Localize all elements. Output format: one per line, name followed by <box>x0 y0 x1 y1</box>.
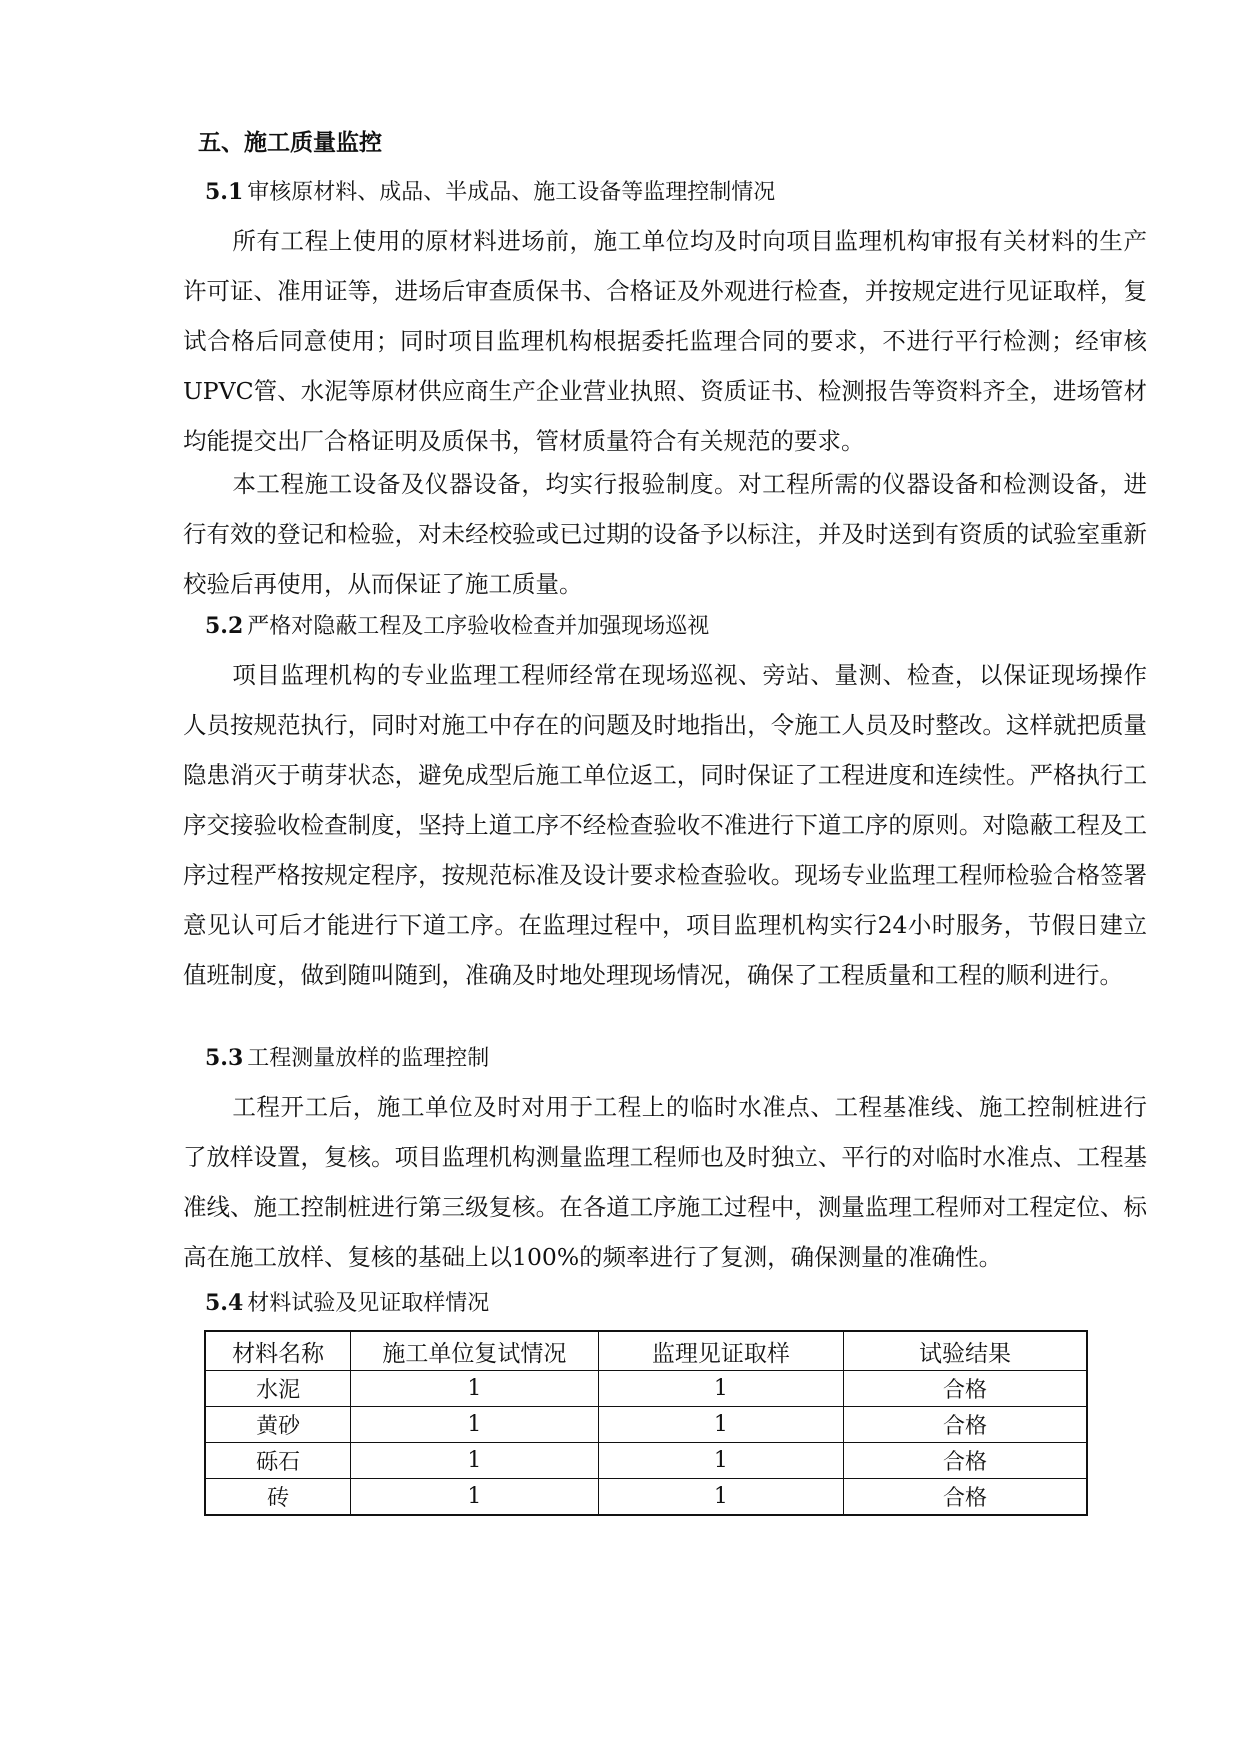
subsection-number: 5.2 <box>205 613 244 639</box>
subsection-5-1-heading <box>205 175 775 210</box>
table-cell: 合格 <box>844 1443 1087 1479</box>
subsection-5-2-heading <box>205 609 709 644</box>
subsection-number: 5.1 <box>205 179 244 205</box>
table-cell: 1 <box>598 1371 843 1407</box>
table-row <box>205 1479 1087 1516</box>
table-row <box>205 1443 1087 1479</box>
column-header: 监理见证取样 <box>598 1331 843 1371</box>
section-title: 五、施工质量监控 <box>198 130 382 156</box>
table-cell: 水泥 <box>205 1371 351 1407</box>
column-header: 材料名称 <box>205 1331 351 1371</box>
table-row <box>205 1407 1087 1443</box>
materials-table <box>204 1330 1088 1516</box>
table-cell: 砖 <box>205 1479 351 1516</box>
subsection-5-4-heading <box>205 1286 489 1321</box>
table-cell: 1 <box>598 1407 843 1443</box>
table-cell: 合格 <box>844 1407 1087 1443</box>
table-cell: 砾石 <box>205 1443 351 1479</box>
column-header: 施工单位复试情况 <box>351 1331 598 1371</box>
column-header: 试验结果 <box>844 1331 1087 1371</box>
table-cell: 合格 <box>844 1479 1087 1516</box>
paragraph: 所有工程上使用的原材料进场前，施工单位均及时向项目监理机构审报有关材料的生产许可证、准用证等，进场后审查质保书、合格证及外观进行检查，并按规定进行见证取样，复试合格后同意使用；同时项目监理机构根据委托监理合同的要求，不进行平行检测；经审核UPVC管、水泥等原材供应商生产企业营业执照、资质证书、检测报告等资料齐全，进场管材均能提交出厂合格证明及质保书，管材质量符合有关规范的要求。 <box>183 227 1147 455</box>
subsection-title: 材料试验及见证取样情况 <box>247 1291 490 1316</box>
subsection-number: 5.4 <box>205 1290 244 1316</box>
subsection-number: 5.3 <box>205 1045 244 1071</box>
table-cell: 1 <box>351 1371 598 1407</box>
table-cell: 1 <box>351 1407 598 1443</box>
subsection-5-3-heading <box>205 1041 489 1076</box>
table-cell: 1 <box>351 1479 598 1516</box>
paragraph: 工程开工后，施工单位及时对用于工程上的临时水准点、工程基准线、施工控制桩进行了放样设置，复核。项目监理机构测量监理工程师也及时独立、平行的对临时水准点、工程基准线、施工控制桩进行第三级复核。在各道工序施工过程中，测量监理工程师对工程定位、标高在施工放样、复核的基础上以100%的频率进行了复测，确保测量的准确性。 <box>183 1093 1147 1271</box>
table-header-row <box>205 1331 1087 1371</box>
table-cell: 1 <box>598 1479 843 1516</box>
paragraph: 项目监理机构的专业监理工程师经常在现场巡视、旁站、量测、检查，以保证现场操作人员按规范执行，同时对施工中存在的问题及时地指出，令施工人员及时整改。这样就把质量隐患消灭于萌芽状态，避免成型后施工单位返工，同时保证了工程进度和连续性。严格执行工序交接验收检查制度，坚持上道工序不经检查验收不准进行下道工序的原则。对隐蔽工程及工序过程严格按规定程序，按规范标准及设计要求检查验收。现场专业监理工程师检验合格签署意见认可后才能进行下道工序。在监理过程中，项目监理机构实行24小时服务，节假日建立值班制度，做到随叫随到，准确及时地处理现场情况，确保了工程质量和工程的顺利进行。 <box>183 661 1147 989</box>
subsection-title: 工程测量放样的监理控制 <box>247 1046 490 1071</box>
table-cell: 黄砂 <box>205 1407 351 1443</box>
table-row <box>205 1371 1087 1407</box>
subsection-title: 审核原材料、成品、半成品、施工设备等监理控制情况 <box>247 180 776 205</box>
table-cell: 1 <box>351 1443 598 1479</box>
subsection-title: 严格对隐蔽工程及工序验收检查并加强现场巡视 <box>247 614 710 639</box>
table-cell: 1 <box>598 1443 843 1479</box>
paragraph: 本工程施工设备及仪器设备，均实行报验制度。对工程所需的仪器设备和检测设备，进行有效的登记和检验，对未经校验或已过期的设备予以标注，并及时送到有资质的试验室重新校验后再使用，从而保证了施工质量。 <box>183 470 1147 598</box>
table-cell: 合格 <box>844 1371 1087 1407</box>
